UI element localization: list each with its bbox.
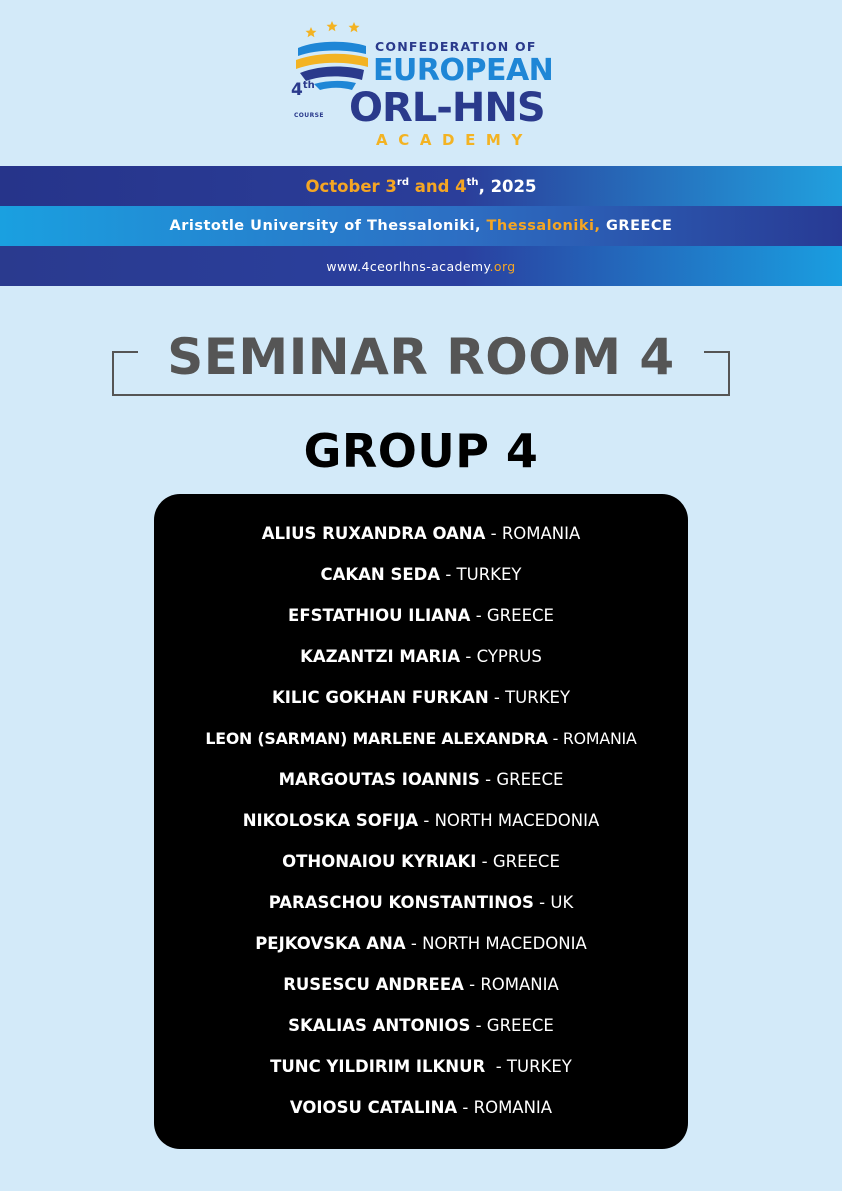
venue-band: [0, 206, 842, 246]
participant-country: - GREECE: [479, 770, 564, 789]
participant-country: - GREECE: [476, 852, 560, 871]
participant-name: PEJKOVSKA ANA: [255, 934, 406, 953]
participant-row: [0, 886, 842, 927]
participant-country: - TURKEY: [488, 688, 571, 707]
participant-row: [0, 763, 842, 804]
participant-row: [0, 558, 842, 599]
participant-name: LEON (SARMAN) MARLENE ALEXANDRA: [205, 729, 548, 748]
participant-name: ALIUS RUXANDRA OANA: [261, 524, 486, 543]
participant-row: [0, 517, 842, 558]
participant-row: [0, 968, 842, 1009]
participant-row: [0, 927, 842, 968]
logo-academy-text: ACADEMY: [376, 131, 533, 149]
participant-row: [0, 681, 842, 722]
logo-orl-hns-text: ORL-HNS: [349, 85, 545, 131]
date-band: [0, 166, 842, 206]
website-band: [0, 246, 842, 286]
group-title: GROUP 4: [303, 424, 539, 478]
participant-row: [0, 845, 842, 886]
academy-logo: [286, 18, 566, 153]
participant-name: OTHONAIOU KYRIAKI: [282, 852, 477, 871]
participant-row: [0, 599, 842, 640]
participant-row: [0, 640, 842, 681]
participant-name: KAZANTZI MARIA: [300, 647, 461, 666]
participant-country: - NORTH MACEDONIA: [405, 934, 587, 953]
participant-name: MARGOUTAS IOANNIS: [278, 770, 480, 789]
participant-country: - GREECE: [470, 606, 554, 625]
event-website[interactable]: www.4ceorlhns-academy.org: [326, 258, 516, 274]
participant-name: VOIOSU CATALINA: [289, 1098, 458, 1117]
room-title: SEMINAR ROOM 4: [142, 326, 700, 388]
participant-country: - ROMANIA: [547, 729, 637, 748]
participant-country: - ROMANIA: [457, 1098, 553, 1117]
participant-row: [0, 1050, 842, 1091]
participant-name: RUSESCU ANDREEA: [283, 975, 464, 994]
logo-confederation-text: CONFEDERATION OF: [375, 39, 537, 54]
participant-row: [0, 1009, 842, 1050]
logo-edition: 4th: [291, 80, 315, 100]
participant-row: [0, 722, 842, 763]
participants-list: [0, 517, 842, 1132]
logo-european-text: EUROPEAN: [373, 53, 554, 88]
participant-name: EFSTATHIOU ILIANA: [288, 606, 471, 625]
participant-country: - TURKEY: [440, 565, 522, 584]
event-venue: Aristotle University of Thessaloniki, Thessaloniki, GREECE: [169, 218, 673, 234]
participant-name: NIKOLOSKA SOFIJA: [242, 811, 419, 830]
event-dates: October 3rd and 4th, 2025: [305, 176, 537, 196]
participant-country: - TURKEY: [485, 1057, 572, 1076]
participant-country: - ROMANIA: [485, 524, 581, 543]
participant-country: - NORTH MACEDONIA: [418, 811, 600, 830]
participant-country: - CYPRUS: [460, 647, 542, 666]
participant-country: - UK: [533, 893, 574, 912]
logo-course-label: COURSE: [294, 112, 324, 119]
participant-name: SKALIAS ANTONIOS: [288, 1016, 471, 1035]
participant-row: [0, 804, 842, 845]
participant-name: TUNC YILDIRIM ILKNUR: [270, 1057, 486, 1076]
participant-row: [0, 1091, 842, 1132]
participant-name: PARASCHOU KONSTANTINOS: [268, 893, 534, 912]
participant-name: KILIC GOKHAN FURKAN: [271, 688, 489, 707]
participant-country: - GREECE: [470, 1016, 554, 1035]
participant-name: CAKAN SEDA: [320, 565, 441, 584]
participant-country: - ROMANIA: [463, 975, 559, 994]
star-icon: [306, 21, 360, 37]
